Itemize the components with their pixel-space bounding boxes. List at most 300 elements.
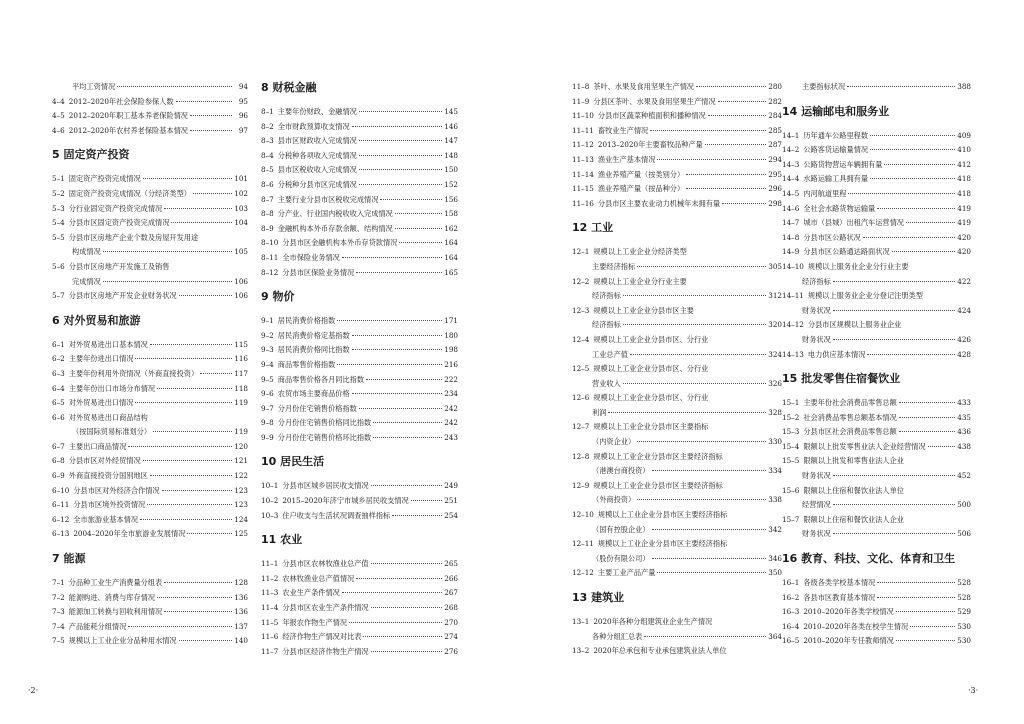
page-ref: 152 [444, 179, 458, 189]
entry-title: 主要年份出口市场分布情况 [68, 383, 156, 393]
toc-entry [261, 557, 458, 572]
dot-leader [363, 636, 442, 637]
entry-title: 经济指标 [802, 276, 831, 286]
toc-entry [52, 109, 248, 124]
entry-title: 限额以上批发和零售业法人企业 [803, 456, 904, 466]
section-heading: 13 建筑业 [572, 591, 625, 604]
toc-entry [572, 420, 782, 435]
dot-leader [718, 101, 766, 102]
page-ref: 330 [768, 437, 782, 447]
dot-leader [190, 115, 232, 116]
toc-entry [52, 124, 248, 139]
toc-entry [261, 178, 458, 193]
page-ref: 140 [234, 636, 248, 646]
entry-title: 主要指标状况 [802, 82, 846, 91]
page-ref: 294 [768, 154, 782, 164]
entry-title: 分县区茶叶、水果及食用坚果生产情况 [593, 96, 716, 106]
dot-leader [896, 611, 955, 612]
dot-leader [176, 101, 232, 102]
dot-leader [103, 281, 232, 282]
toc-entry [52, 620, 248, 635]
entry-title: 经营情况 [802, 500, 831, 510]
table-number: 9–6 [261, 389, 274, 399]
page-ref: 438 [957, 441, 971, 451]
table-number: 14–2 [782, 145, 800, 155]
table-number: 14–5 [782, 188, 800, 198]
table-number: 5–7 [52, 291, 65, 301]
table-number: 11–15 [572, 184, 594, 194]
page-ref: 128 [234, 578, 248, 588]
dot-leader [650, 130, 766, 131]
entry-title: 营业收入 [592, 378, 621, 388]
entry-title: 分月份住宅销售价格指数 [277, 403, 357, 413]
entry-title: 全市保险业务情况 [282, 252, 340, 262]
toc-entry [261, 494, 458, 509]
table-number: 7–1 [52, 578, 65, 588]
toc-entry [261, 120, 458, 135]
toc-column-2 [261, 80, 458, 659]
entry-title: 2012–2020年职工基本养老保险情况 [68, 111, 188, 121]
page-ref: 251 [444, 496, 458, 506]
toc-entry [52, 411, 248, 426]
table-number: 7–5 [52, 636, 65, 646]
entry-title: 商品零售价格指数 [277, 359, 336, 369]
page-ref: 242 [444, 418, 458, 428]
table-number: 12–1 [572, 247, 590, 257]
entry-title: 茶叶、水果及食用坚果生产情况 [593, 82, 694, 91]
entry-title: 各级各类学校基本情况 [803, 578, 876, 588]
page-ref: 500 [957, 500, 971, 510]
dot-leader [870, 149, 955, 150]
table-number: 14–13 [782, 349, 804, 359]
entry-title: 主要年份进出口情况 [68, 354, 134, 364]
toc-entry [782, 411, 971, 426]
dot-leader [870, 178, 955, 179]
toc-entry [782, 576, 971, 591]
entry-title: 限额以上批发零售业法人企业经营情况 [803, 441, 926, 451]
page-ref: 106 [234, 276, 248, 286]
toc-entry [782, 440, 971, 455]
table-number: 9–2 [261, 330, 274, 340]
entry-title: 分县市区固定资产投资完成情况 [68, 218, 170, 228]
dot-leader [899, 417, 955, 418]
table-number: 6–4 [52, 383, 65, 393]
table-number: 11–10 [572, 111, 594, 121]
page-ref: 136 [234, 592, 248, 602]
table-number: 9–1 [261, 316, 274, 326]
toc-entry [572, 644, 782, 659]
entry-title: 2010–2020年各类学校情况 [803, 607, 894, 617]
table-number: 6–3 [52, 368, 65, 378]
table-number: 7–2 [52, 592, 65, 602]
table-number: 11–14 [572, 169, 594, 179]
toc-entry [782, 80, 971, 95]
page-ref: 388 [957, 82, 971, 91]
page-ref: 117 [234, 368, 248, 378]
page-ref: 162 [444, 223, 458, 233]
dot-leader [847, 86, 955, 87]
dot-leader [630, 354, 766, 355]
page-ref: 148 [444, 150, 458, 160]
entry-title: （港澳台商投资） [592, 466, 650, 476]
page-ref: 409 [957, 130, 971, 140]
page-ref: 326 [768, 378, 782, 388]
page-ref: 529 [957, 607, 971, 617]
table-number: 14–10 [782, 261, 804, 271]
toc-entry [782, 245, 971, 260]
entry-title: 规模以上工业企业分县市区、分行业 [593, 364, 709, 374]
page-ref: 426 [957, 334, 971, 344]
page-ref: 120 [234, 441, 248, 451]
dot-leader [128, 626, 232, 627]
section-heading: 6 对外贸易和旅游 [52, 313, 141, 327]
page-ref: 268 [444, 603, 458, 613]
dot-leader [337, 364, 442, 365]
dot-leader [164, 582, 232, 583]
toc-entry [52, 382, 248, 397]
toc-entry [52, 352, 248, 367]
table-number: 5–1 [52, 174, 65, 184]
dot-leader [928, 446, 955, 447]
entry-title: 主要出口商品情况 [68, 441, 127, 451]
table-number: 8–9 [261, 223, 274, 233]
page-ref: 285 [768, 125, 782, 135]
entry-title: 2020年总承包和专业承包建筑业法人单位 [593, 646, 727, 656]
toc-entry [52, 484, 248, 499]
toc-entry [52, 469, 248, 484]
section-heading: 8 财税金融 [261, 81, 317, 94]
dot-leader [722, 203, 766, 204]
page-ref: 320 [768, 320, 782, 330]
table-number: 16–4 [782, 621, 800, 631]
dot-leader [657, 159, 766, 160]
toc-entry [572, 95, 782, 110]
table-number: 6–12 [52, 514, 70, 524]
entry-title: 规模以上工业企业分县市区主要经济指标 [597, 510, 728, 520]
table-number: 6–13 [52, 529, 70, 539]
page-ref: 119 [234, 427, 248, 437]
toc-entry [261, 358, 458, 373]
page-ref: 338 [768, 495, 782, 505]
page-ref: 145 [444, 107, 458, 116]
entry-title: 2015–2020年济宁市城乡居民收支情况 [282, 496, 409, 506]
dot-leader [128, 446, 232, 447]
toc-entry [572, 153, 782, 168]
section-heading: 15 批发零售住宿餐饮业 [782, 372, 901, 386]
table-number: 16–3 [782, 607, 800, 617]
dot-leader [352, 393, 442, 394]
page-ref: 295 [768, 169, 782, 179]
page-ref: 242 [444, 403, 458, 413]
toc-entry [261, 207, 458, 222]
toc-entry [782, 620, 971, 635]
entry-title: 能源购进、消费与库存情况 [68, 592, 156, 602]
entry-title: 工业总产值 [592, 349, 628, 359]
entry-title: 利润 [592, 407, 607, 417]
entry-title: 金融机构本外币存款余额、结构情况 [277, 223, 393, 233]
page-ref: 137 [234, 621, 248, 631]
toc-entry [782, 129, 971, 144]
page-ref: 122 [234, 471, 248, 481]
table-number: 8–10 [261, 238, 279, 248]
entry-title: 县市区财政收入完成情况 [277, 136, 357, 146]
toc-entry [782, 260, 971, 275]
table-number: 12–8 [572, 451, 590, 461]
dot-leader [833, 310, 955, 311]
dot-leader [356, 578, 442, 579]
entry-title: 住户收支与生活状况调查抽样指标 [282, 510, 391, 520]
toc-entry [261, 251, 458, 266]
entry-title: 分县市区保险业务情况 [282, 267, 355, 277]
page-ref: 305 [768, 261, 782, 271]
toc-entry [261, 149, 458, 164]
entry-title: 分县市区农林牧渔业总产值 [282, 559, 369, 569]
page-number-right: ·3· [968, 686, 979, 695]
entry-title: 产品能耗分组情况 [68, 621, 127, 631]
entry-title: 固定资产投资完成情况 [68, 174, 141, 184]
entry-title: 分县市区城乡居民收支情况 [282, 481, 369, 491]
toc-entry [261, 572, 458, 587]
page-ref: 350 [768, 568, 782, 578]
table-number: 12–4 [572, 334, 590, 344]
page-ref: 198 [444, 345, 458, 355]
dot-leader [833, 281, 955, 282]
toc-entry [52, 396, 248, 411]
entry-title: 畜牧业生产情况 [597, 125, 649, 135]
dot-leader [157, 388, 232, 389]
entry-title: 构成情况 [72, 247, 101, 257]
table-number: 14–6 [782, 203, 800, 213]
entry-title: 居民消费价格同比指数 [277, 345, 350, 355]
dot-leader [153, 431, 232, 432]
entry-title: 规模以上工业企业分品种用水情况 [68, 636, 177, 646]
entry-title: 财务状况 [802, 334, 831, 344]
dot-leader [135, 358, 232, 359]
toc-entry [52, 425, 248, 440]
entry-title: 农林牧渔业总产值情况 [282, 573, 355, 583]
table-number: 14–1 [782, 130, 800, 140]
page-ref: 267 [444, 588, 458, 598]
dot-leader [399, 242, 442, 243]
page-ref: 118 [234, 383, 248, 393]
dot-leader [371, 607, 442, 608]
toc-entry [572, 435, 782, 450]
table-number: 8–3 [261, 136, 274, 146]
entry-title: 年报农作物生产情况 [282, 617, 348, 627]
page-ref: 418 [957, 188, 971, 198]
toc-entry [261, 373, 458, 388]
table-number: 11–6 [261, 632, 279, 642]
table-number: 12–11 [572, 539, 594, 549]
toc-entry [572, 493, 782, 508]
table-number: 15–7 [782, 514, 800, 524]
entry-title: 水路运输工具拥有量 [803, 174, 869, 184]
dot-leader [190, 130, 232, 131]
table-number: 12–5 [572, 364, 590, 374]
dot-leader [608, 412, 766, 413]
toc-entry [261, 416, 458, 431]
table-number: 10–3 [261, 510, 279, 520]
toc-entry [572, 391, 782, 406]
page-ref: 280 [768, 82, 782, 91]
entry-title: 各种分组汇总表 [592, 631, 643, 641]
entry-title: 主要经济指标 [592, 261, 636, 271]
toc-entry [261, 616, 458, 631]
table-number: 6–9 [52, 471, 65, 481]
entry-title: 分县市区主要农业动力机械年末拥有量 [597, 198, 721, 208]
page-ref: 104 [234, 218, 248, 228]
entry-title: 分产业、行业国内税收收入完成情况 [277, 209, 393, 219]
entry-title: 规模以上工业企业分县市区主要经济指标 [593, 451, 723, 461]
page-ref: 276 [444, 646, 458, 656]
entry-title: （国有控股企业） [592, 524, 650, 534]
page-ref: 324 [768, 349, 782, 359]
toc-entry [572, 260, 782, 275]
toc-entry [572, 245, 782, 260]
page-ref: 506 [957, 529, 971, 539]
toc-entry [782, 304, 971, 319]
table-number: 9–8 [261, 418, 274, 428]
dot-leader [899, 431, 955, 432]
page-ref: 312 [768, 291, 782, 301]
dot-leader [833, 504, 955, 505]
dot-leader [162, 490, 232, 491]
section-heading: 16 教育、科技、文化、体育和卫生 [782, 552, 956, 566]
toc-entry [261, 314, 458, 329]
entry-title: 经济作物生产情况对比表 [282, 632, 362, 642]
table-number: 16–2 [782, 592, 800, 602]
page-ref: 270 [444, 617, 458, 627]
dot-leader [657, 572, 766, 573]
toc-column-3 [572, 80, 782, 659]
table-number: 5–5 [52, 232, 65, 242]
table-number: 8–2 [261, 121, 274, 131]
page-ref: 180 [444, 330, 458, 340]
section-heading: 11 农业 [261, 533, 303, 547]
dot-leader [179, 640, 232, 641]
toc-entry [782, 216, 971, 231]
table-number: 15–4 [782, 441, 800, 451]
dot-leader [342, 257, 442, 258]
dot-leader [705, 144, 766, 145]
entry-title: 规模以上工业企业分县市区主要经济指标 [593, 480, 723, 490]
page-ref: 284 [768, 111, 782, 121]
dot-leader [164, 208, 232, 209]
toc-entry [572, 552, 782, 567]
table-number: 11–13 [572, 154, 594, 164]
table-number: 12–3 [572, 305, 590, 315]
page-ref: 158 [444, 209, 458, 219]
dot-leader [359, 155, 442, 156]
page-ref: 424 [957, 305, 971, 315]
table-number: 4–5 [52, 111, 65, 121]
page-ref: 420 [957, 232, 971, 242]
dot-leader [359, 140, 442, 141]
dot-leader [342, 592, 442, 593]
toc-entry [52, 216, 248, 231]
dot-leader [910, 626, 955, 627]
dot-leader [135, 402, 232, 403]
toc-entry [572, 80, 782, 95]
page-ref: 216 [444, 359, 458, 369]
entry-title: 2012–2020年社会保险参保人数 [68, 96, 174, 106]
toc-entry [52, 576, 248, 591]
dot-leader [373, 437, 442, 438]
toc-entry [782, 454, 971, 469]
page-ref: 410 [957, 145, 971, 155]
entry-title: （内资企业） [592, 437, 636, 447]
dot-leader [652, 558, 766, 559]
dot-leader [359, 169, 442, 170]
dot-leader [637, 441, 766, 442]
table-number: 13–2 [572, 646, 590, 656]
dot-leader [877, 208, 955, 209]
entry-title: 分县市区对外经贸情况 [68, 456, 141, 466]
toc-entry [52, 275, 248, 290]
toc-entry [782, 634, 971, 649]
entry-title: 经济指标 [592, 291, 621, 301]
toc-entry [52, 513, 248, 528]
dot-leader [623, 383, 766, 384]
toc-entry [572, 537, 782, 552]
dot-leader [863, 237, 955, 238]
toc-entry [261, 236, 458, 251]
entry-title: 农贸市场主要商品价格 [277, 389, 350, 399]
toc-entry [261, 193, 458, 208]
table-number: 10–1 [261, 481, 279, 491]
table-number: 8–6 [261, 179, 274, 189]
table-number: 12–12 [572, 568, 594, 578]
dot-leader [352, 126, 442, 127]
entry-title: 对外贸易进出口商品结构 [68, 412, 148, 422]
entry-title: 内河航道里程 [803, 188, 847, 198]
dot-leader [623, 324, 766, 325]
page-ref: 106 [234, 291, 248, 301]
page-ref: 452 [957, 471, 971, 481]
table-number: 14–8 [782, 232, 800, 242]
entry-title: 对外贸易进出口基本情况 [68, 339, 148, 349]
page-ref: 249 [444, 481, 458, 491]
entry-title: 分县市区境外投资情况 [73, 500, 146, 510]
entry-title: 分县市区经济作物生产情况 [282, 646, 369, 656]
dot-leader [395, 228, 442, 229]
table-number: 11–16 [572, 198, 594, 208]
table-number: 14–12 [782, 320, 804, 330]
toc-entry [572, 168, 782, 183]
table-number: 14–4 [782, 174, 800, 184]
dot-leader [371, 651, 442, 652]
page-ref: 528 [957, 578, 971, 588]
page-ref: 123 [234, 485, 248, 495]
table-number: 12–7 [572, 422, 590, 432]
toc-entry [52, 634, 248, 649]
toc-entry [52, 187, 248, 202]
entry-title: 主要年份财政、金融情况 [277, 107, 357, 116]
entry-title: 限额以上住宿和餐饮业法人企业 [803, 514, 904, 524]
toc-entry [782, 158, 971, 173]
dot-leader [157, 597, 232, 598]
toc-entry [261, 222, 458, 237]
page-ref: 436 [957, 427, 971, 437]
entry-title: 2013–2020年主要畜牧品种产量 [597, 140, 703, 150]
table-number: 16–5 [782, 636, 800, 646]
page-ref: 412 [957, 159, 971, 169]
toc-entry [261, 630, 458, 645]
dot-leader [143, 460, 232, 461]
entry-title: 主要工业产品产量 [597, 568, 656, 578]
dot-leader [371, 563, 442, 564]
toc-entry [52, 605, 248, 620]
